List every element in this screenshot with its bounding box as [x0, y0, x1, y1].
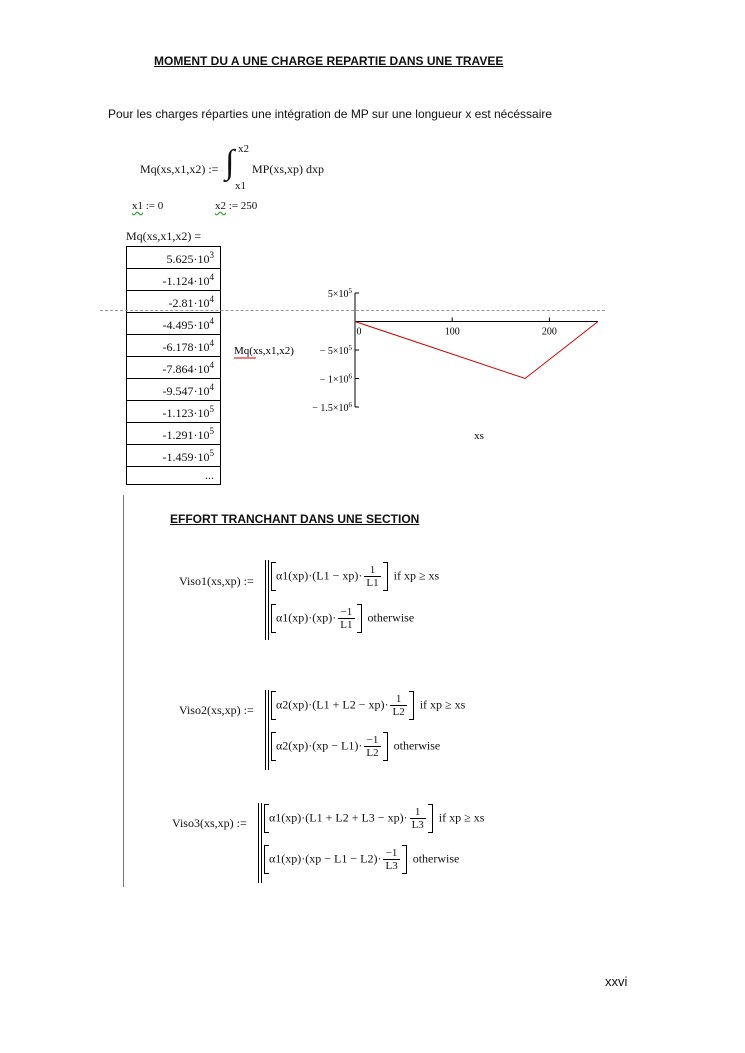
viso2-case1: α2(xp)·(L1 + L2 − xp)· $\frac{1}{L2}$ if xp ≥ xs — [271, 691, 465, 720]
viso1-brace — [265, 560, 269, 640]
mq-definition-lhs: Mq(xs,x1,x2) := — [140, 162, 219, 176]
result-cell: $-7.864\cdot 10^4$ — [127, 357, 221, 379]
region-bar — [123, 495, 124, 887]
x-tick-label: 0 — [356, 326, 362, 338]
result-row — [127, 335, 221, 357]
section2-title: EFFORT TRANCHANT DANS UNE SECTION — [170, 512, 420, 526]
x-tick-label: 200 — [541, 326, 557, 338]
result-row — [127, 313, 221, 335]
integrand: MP(xs,xp) dxp — [252, 162, 325, 176]
result-cell: $-1.123\cdot 10^5$ — [127, 401, 221, 423]
intro-text: Pour les charges réparties une intégration de MP sur une longueur x est nécéssaire — [108, 107, 553, 121]
viso3-case2: α1(xp)·(xp − L1 − L2)· $\frac{-1}{L3}$ otherwise — [264, 845, 459, 874]
result-row — [127, 247, 221, 269]
viso1-lhs: Viso1(xs,xp) := — [179, 574, 254, 588]
result-cell: $-2.81\cdot 10^4$ — [127, 291, 221, 313]
section1-title: MOMENT DU A UNE CHARGE REPARTIE DANS UNE TRAVEE — [154, 54, 504, 68]
mq-series-line — [355, 322, 598, 379]
result-cell: $-1.291\cdot 10^5$ — [127, 423, 221, 445]
result-cell: $-1.459\cdot 10^5$ — [127, 445, 221, 467]
page-number: xxvi — [605, 974, 628, 989]
viso2-brace — [265, 690, 269, 770]
result-row — [127, 269, 221, 291]
x-axis-label: xs — [474, 430, 484, 442]
result-cell: $5.625\cdot 10^3$ — [127, 247, 221, 269]
viso2-lhs: Viso2(xs,xp) := — [179, 703, 254, 717]
integral-sign: ∫ — [225, 144, 235, 181]
y-tick-label: $5\times 10^5$ — [327, 287, 352, 300]
result-cell: $-9.547\cdot 10^4$ — [127, 379, 221, 401]
x1-assignment: x1 := 0 — [132, 200, 164, 212]
mq-evaluation-label: Mq(xs,x1,x2) = — [126, 229, 202, 243]
viso3-brace — [258, 803, 262, 883]
result-row — [127, 401, 221, 423]
result-cell: $-6.178\cdot 10^4$ — [127, 335, 221, 357]
result-cell: $-4.495\cdot 10^4$ — [127, 313, 221, 335]
result-row — [127, 423, 221, 445]
viso3-case1: α1(xp)·(L1 + L2 + L3 − xp)· $\frac{1}{L3}$ if xp ≥ xs — [264, 804, 484, 833]
result-row — [127, 357, 221, 379]
viso2-case2: α2(xp)·(xp − L1)· $\frac{-1}{L2}$ otherwise — [271, 732, 440, 761]
result-cell: $-1.124\cdot 10^4$ — [127, 269, 221, 291]
x-tick-label: 100 — [444, 326, 460, 338]
y-tick-label: − $1.5\times 10^6$ — [312, 401, 352, 414]
integral-lower-bound: x1 — [235, 180, 246, 192]
integral-upper-bound: x2 — [238, 143, 249, 155]
viso1-case1: α1(xp)·(L1 − xp)· $\frac{1}{L1}$ if xp ≥ xs — [271, 562, 439, 591]
result-more-row — [127, 467, 221, 485]
x2-assignment: x2 := 250 — [215, 200, 258, 212]
result-row — [127, 379, 221, 401]
result-more-cell: ... — [127, 467, 221, 485]
viso3-lhs: Viso3(xs,xp) := — [172, 816, 247, 830]
viso1-case2: α1(xp)·(xp)· $\frac{-1}{L1}$ otherwise — [271, 604, 414, 633]
results-table — [126, 246, 221, 485]
y-tick-label: − $1\times 10^6$ — [319, 372, 352, 386]
result-row — [127, 445, 221, 467]
y-tick-label: − $5\times 10^5$ — [319, 344, 352, 357]
y-axis-label: Mq(xs,x1,x2) — [234, 345, 294, 357]
mq-chart — [230, 280, 620, 450]
